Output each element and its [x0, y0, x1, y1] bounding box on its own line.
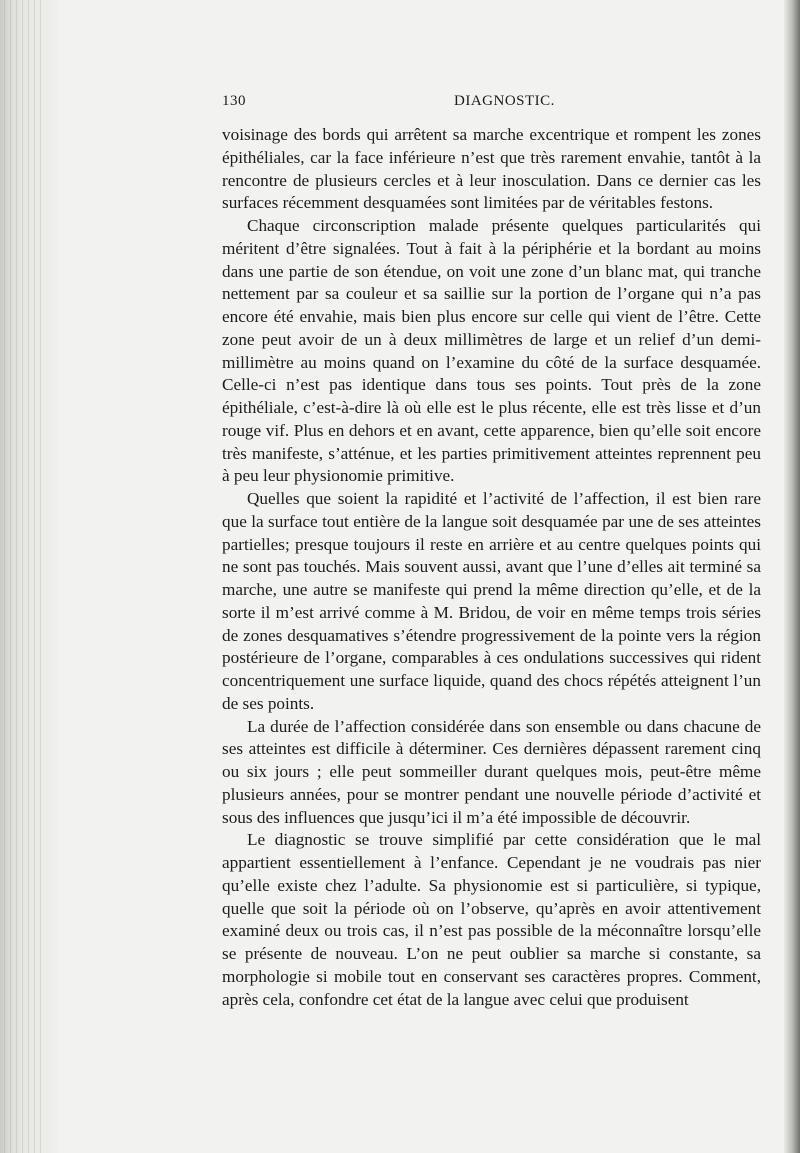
paragraph: Chaque circonscription malade présente quelques particularités qui méritent d’être signalées. Tout à fait à la périphérie et la bordant au moins dans une partie de son étendue, on voit une zone d’un blanc mat, qui tranche nettement par sa couleur et sa saillie sur la portion de l’organe qui n’a pas encore été envahie, mais bien plus encore sur celle qui vient de l’être. Cette zone peut avoir de un à deux millimètres de large et un relief d’un demi-millimètre au moins quand on l’examine du côté de la surface desquamée. Celle-ci n’est pas identique dans tous ses points. Tout près de la zone épithéliale, c’est-à-dire là où elle est le plus récente, elle est très lisse et d’un rouge vif. Plus en dehors et en avant, cette apparence, bien qu’elle soit encore très manifeste, s’atténue, et les parties primitivement atteintes reprennent peu à peu leur physionomie primitive. — [222, 216, 761, 486]
paragraph: Quelles que soient la rapidité et l’activité de l’affection, il est bien rare que la surface tout entière de la langue soit desquamée par une de ses atteintes partielles; presque toujours il reste en arrière et au centre quelques points qui ne sont pas touchés. Mais souvent aussi, avant que l’une d’elles ait terminé sa marche, une autre se manifeste qui prend la même direction qu’elle, et de la sorte il m’est arrivé comme à M. Bridou, de voir en même temps trois séries de zones desquamatives s’étendre progressivement de la pointe vers la région postérieure de l’organe, comparables à ces ondulations successives qui rident concentriquement une surface liquide, quand des chocs répétés atteignent l’un de ses points. — [222, 489, 761, 713]
paragraph: Le diagnostic se trouve simplifié par cette considération que le mal appartient essentiellement à l’enfance. Cependant je ne voudrais pas nier qu’elle existe chez l’adulte. Sa physionomie est si particulière, si typique, quelle que soit la période où on l’observe, qu’après en avoir attentivement examiné deux ou trois cas, il n’est pas possible de la méconnaître lorsqu’elle se présente de nouveau. L’on ne peut oublier sa marche si constante, sa morphologie si mobile tout en conservant ses caractères propres. Comment, après cela, confondre cet état de la langue avec celui que produisent — [222, 830, 761, 1009]
paragraph: voisinage des bords qui arrêtent sa marche excentrique et rompent les zones épithéliales, car la face inférieure n’est que très rarement envahie, tantôt à la rencontre de plusieurs cercles et à leur inosculation. Dans ce dernier cas les surfaces récemment desquamées sont limitées par de véritables festons. — [222, 125, 761, 213]
running-head — [222, 93, 760, 113]
page-number: 130 — [222, 93, 246, 109]
page-gutter-shadow — [0, 0, 58, 1153]
paragraph: La durée de l’affection considérée dans son ensemble ou dans chacune de ses atteintes est difficile à déterminer. Ces dernières dépassent rarement cinq ou six jours ; elle peut sommeiller durant quelques mois, peut-être même plusieurs années, pour se montrer pendant une nouvelle période d’activité et sous des influences que jusqu’ici il m’a été impossible de découvrir. — [222, 716, 761, 827]
running-title: DIAGNOSTIC. — [454, 93, 555, 109]
page-edge-shadow — [784, 0, 800, 1153]
body-text — [222, 124, 761, 1011]
binding-edge-lines — [4, 0, 44, 1153]
